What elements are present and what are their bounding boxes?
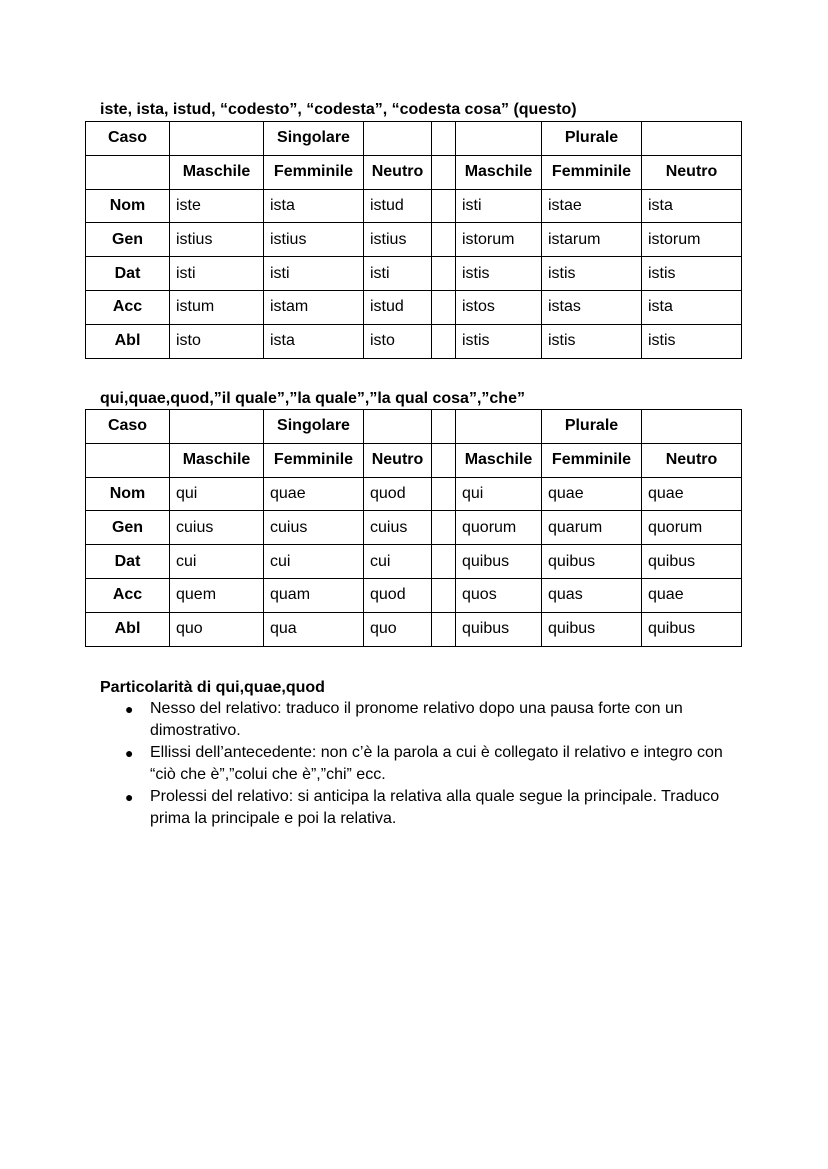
subheader-cell: Maschile xyxy=(456,443,542,477)
table-cell: istorum xyxy=(456,223,542,257)
table-subheader-row xyxy=(86,155,742,189)
table-row xyxy=(86,223,742,257)
table-row xyxy=(86,324,742,358)
table-cell: qui xyxy=(456,477,542,511)
subheader-cell: Femminile xyxy=(264,155,364,189)
header-plurale: Plurale xyxy=(542,410,642,444)
table-cell: quam xyxy=(264,578,364,612)
case-label: Acc xyxy=(86,290,170,324)
table-cell: quod xyxy=(364,477,432,511)
list-item-text: Prolessi del relativo: si anticipa la relativa alla quale segue la principale. Traduco prima la principale e poi la relativa. xyxy=(150,788,720,827)
subheader-cell: Neutro xyxy=(364,155,432,189)
table-cell: istam xyxy=(264,290,364,324)
case-label: Abl xyxy=(86,612,170,646)
table-2-title: qui,quae,quod,”il quale”,”la quale”,”la qual cosa”,”che” xyxy=(100,390,525,407)
table-cell: isti xyxy=(170,257,264,291)
case-label: Nom xyxy=(86,189,170,223)
table-cell: istud xyxy=(364,189,432,223)
table-cell: istis xyxy=(542,324,642,358)
table-cell: quae xyxy=(542,477,642,511)
table-cell: isto xyxy=(364,324,432,358)
table-1-title: iste, ista, istud, “codesto”, “codesta”, “codesta cosa” (questo) xyxy=(100,101,577,118)
table-cell: istos xyxy=(456,290,542,324)
table-cell: istas xyxy=(542,290,642,324)
table-cell: cui xyxy=(170,545,264,579)
list-item xyxy=(100,786,740,830)
table-cell: quibus xyxy=(456,545,542,579)
subheader-cell: Femminile xyxy=(264,443,364,477)
table-cell: istis xyxy=(456,257,542,291)
table-cell: istum xyxy=(170,290,264,324)
table-row xyxy=(86,612,742,646)
table-cell: cui xyxy=(264,545,364,579)
subheader-cell: Neutro xyxy=(642,155,742,189)
case-label: Gen xyxy=(86,511,170,545)
case-label: Nom xyxy=(86,477,170,511)
table-cell: istius xyxy=(264,223,364,257)
table-row xyxy=(86,257,742,291)
table-cell: istis xyxy=(456,324,542,358)
table-cell: cuius xyxy=(264,511,364,545)
subheader-cell: Femminile xyxy=(542,155,642,189)
table-cell: isti xyxy=(264,257,364,291)
table-cell: quibus xyxy=(542,545,642,579)
table-cell: ista xyxy=(642,189,742,223)
table-cell: quibus xyxy=(456,612,542,646)
case-label: Dat xyxy=(86,257,170,291)
table-cell: istarum xyxy=(542,223,642,257)
table-cell: istius xyxy=(364,223,432,257)
subheader-cell: Maschile xyxy=(170,155,264,189)
subheader-cell: Neutro xyxy=(364,443,432,477)
table-cell: qui xyxy=(170,477,264,511)
subheader-cell: Maschile xyxy=(170,443,264,477)
table-cell: iste xyxy=(170,189,264,223)
table-header-row xyxy=(86,410,742,444)
table-cell: istis xyxy=(642,257,742,291)
case-label: Abl xyxy=(86,324,170,358)
subheader-cell: Maschile xyxy=(456,155,542,189)
table-header-row xyxy=(86,122,742,156)
table-row xyxy=(86,545,742,579)
table-cell: quibus xyxy=(542,612,642,646)
bullet-icon: ● xyxy=(125,701,134,717)
table-cell: ista xyxy=(264,189,364,223)
list-item-text: Nesso del relativo: traduco il pronome relativo dopo una pausa forte con un dimostrativo. xyxy=(150,700,683,739)
declension-table-qui xyxy=(85,409,742,647)
table-cell: ista xyxy=(264,324,364,358)
table-cell: quae xyxy=(642,578,742,612)
header-caso: Caso xyxy=(86,410,170,444)
table-cell: quorum xyxy=(642,511,742,545)
table-cell: isti xyxy=(364,257,432,291)
table-row xyxy=(86,477,742,511)
bullet-icon: ● xyxy=(125,745,134,761)
list-item xyxy=(100,742,740,786)
table-cell: cuius xyxy=(364,511,432,545)
notes-title: Particolarità di qui,quae,quod xyxy=(100,679,325,696)
table-cell: quem xyxy=(170,578,264,612)
table-cell: istius xyxy=(170,223,264,257)
table-row xyxy=(86,578,742,612)
table-cell: isti xyxy=(456,189,542,223)
table-cell: quo xyxy=(364,612,432,646)
table-cell: quod xyxy=(364,578,432,612)
table-cell: quae xyxy=(264,477,364,511)
table-cell: quibus xyxy=(642,612,742,646)
table-row xyxy=(86,189,742,223)
table-row xyxy=(86,290,742,324)
table-cell: istae xyxy=(542,189,642,223)
table-cell: quas xyxy=(542,578,642,612)
case-label: Gen xyxy=(86,223,170,257)
table-cell: istud xyxy=(364,290,432,324)
header-singolare: Singolare xyxy=(264,410,364,444)
header-caso: Caso xyxy=(86,122,170,156)
table-cell: quos xyxy=(456,578,542,612)
table-cell: quarum xyxy=(542,511,642,545)
table-cell: quae xyxy=(642,477,742,511)
header-singolare: Singolare xyxy=(264,122,364,156)
table-cell: quo xyxy=(170,612,264,646)
table-cell: cui xyxy=(364,545,432,579)
list-item xyxy=(100,698,740,742)
table-cell: ista xyxy=(642,290,742,324)
table-cell: istis xyxy=(642,324,742,358)
table-cell: cuius xyxy=(170,511,264,545)
case-label: Dat xyxy=(86,545,170,579)
list-item-text: Ellissi dell’antecedente: non c’è la parola a cui è collegato il relativo e integro con “ciò che è”,”colui che è”,”chi” ecc. xyxy=(150,744,723,783)
table-cell: isto xyxy=(170,324,264,358)
subheader-cell: Neutro xyxy=(642,443,742,477)
table-subheader-row xyxy=(86,443,742,477)
table-cell: quibus xyxy=(642,545,742,579)
table-cell: istorum xyxy=(642,223,742,257)
subheader-cell: Femminile xyxy=(542,443,642,477)
bullet-icon: ● xyxy=(125,789,134,805)
table-row xyxy=(86,511,742,545)
declension-table-iste xyxy=(85,121,742,359)
header-plurale: Plurale xyxy=(542,122,642,156)
case-label: Acc xyxy=(86,578,170,612)
table-cell: quorum xyxy=(456,511,542,545)
table-cell: qua xyxy=(264,612,364,646)
table-cell: istis xyxy=(542,257,642,291)
notes-list xyxy=(100,698,740,830)
